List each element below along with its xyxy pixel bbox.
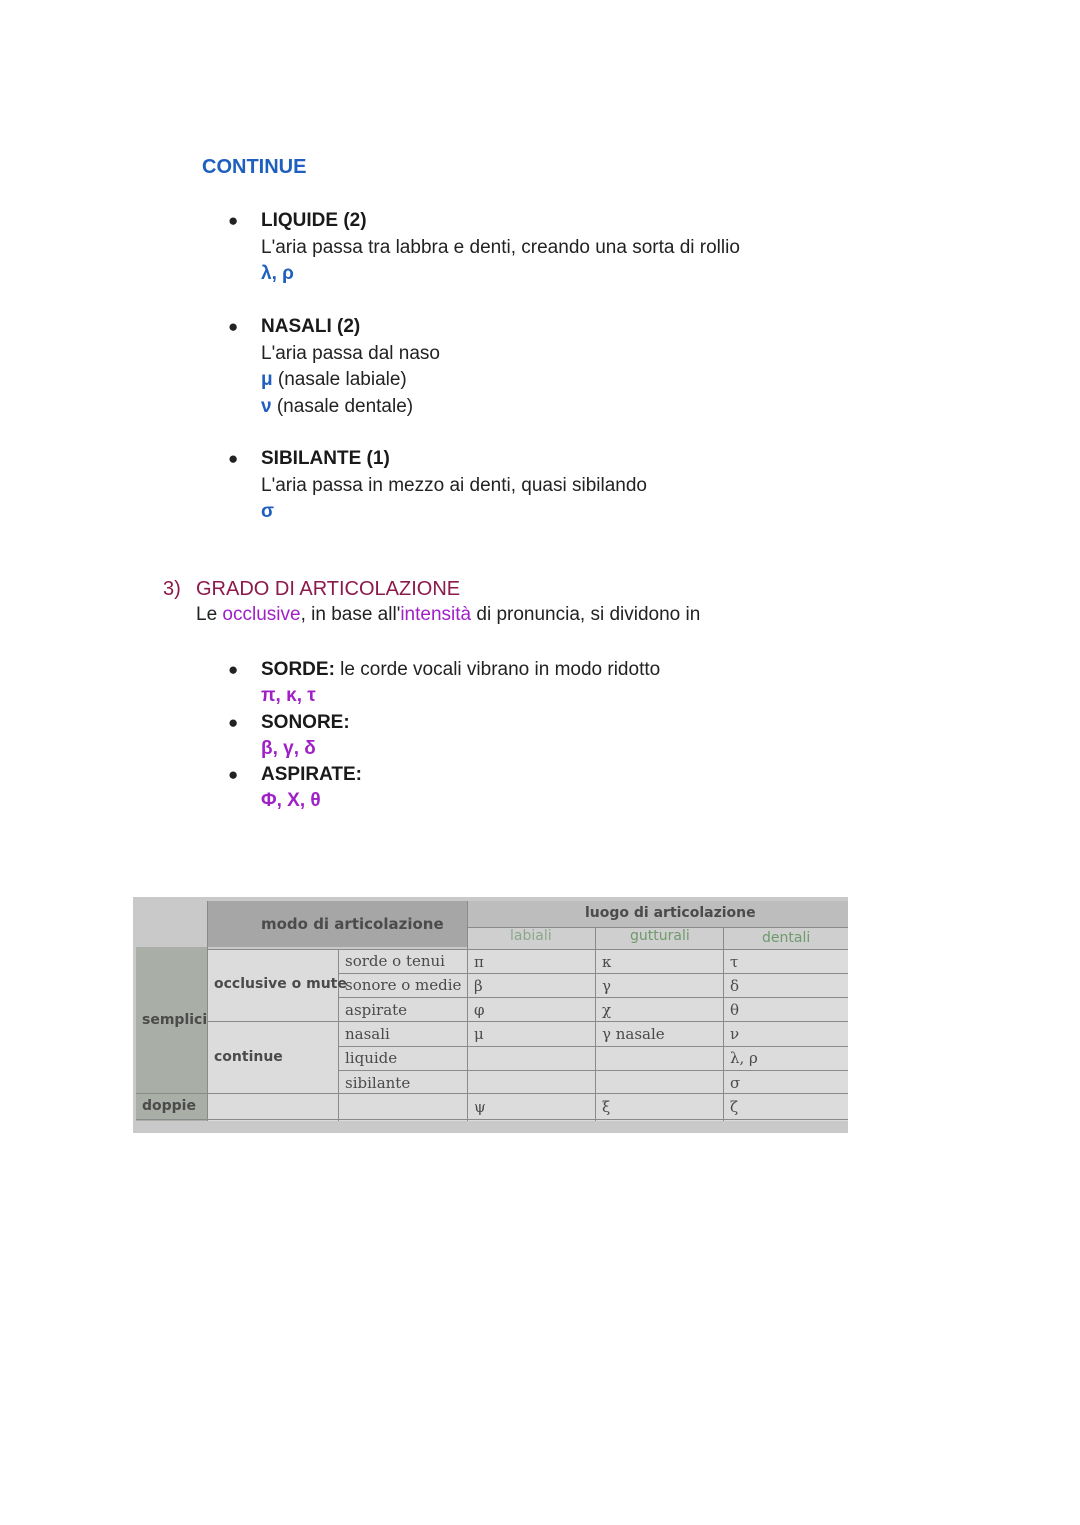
grid-line	[467, 901, 468, 1121]
grid-line	[207, 949, 848, 950]
grid-line	[338, 1046, 848, 1047]
intro-highlight: occlusive	[222, 604, 301, 625]
intro-text: di pronuncia, si dividono in	[471, 604, 701, 625]
item-title: SONORE:	[261, 711, 350, 733]
row-name: liquide	[345, 1049, 398, 1067]
header-labiali: labiali	[510, 928, 552, 944]
row-name: sonore o medie	[345, 976, 462, 994]
bullet-icon: ●	[228, 211, 239, 230]
grid-line	[207, 901, 208, 1121]
item-title: LIQUIDE (2)	[261, 210, 367, 231]
cell-dentali: θ	[730, 1001, 740, 1019]
bullet-icon: ●	[228, 449, 239, 468]
list-item-nasali	[228, 314, 440, 420]
item-desc: L'aria passa tra labbra e denti, creando una sorta di rollio	[261, 236, 740, 258]
cell-gutturali: χ	[602, 1001, 612, 1019]
label-continue: continue	[214, 1049, 283, 1065]
list-item-sorde	[228, 657, 660, 710]
section-3-intro	[196, 604, 700, 626]
cell-dentali: σ	[730, 1074, 741, 1092]
cell-labiali: ψ	[474, 1098, 486, 1116]
grid-line	[723, 927, 724, 1121]
header-modo: modo di articolazione	[261, 915, 444, 933]
cell-labiali: β	[474, 977, 483, 995]
grid-line	[338, 997, 848, 998]
cell-gutturali: γ nasale	[602, 1025, 665, 1043]
row-name: nasali	[345, 1025, 390, 1043]
bullet-icon: ●	[228, 765, 239, 785]
grado-list	[228, 657, 660, 815]
grid-line	[338, 973, 848, 974]
item-note: (nasale dentale)	[271, 395, 414, 417]
item-letters: Φ, Χ, θ	[261, 790, 321, 812]
section-3-heading	[163, 578, 460, 601]
list-item-sonore	[228, 710, 660, 763]
bullet-icon: ●	[228, 712, 239, 732]
item-title: ASPIRATE:	[261, 764, 362, 786]
item-desc: L'aria passa dal naso	[261, 342, 440, 364]
cell-gutturali: κ	[602, 953, 612, 971]
list-item-aspirate	[228, 762, 660, 815]
row-name: sibilante	[345, 1074, 411, 1092]
heading-continue: CONTINUE	[202, 156, 307, 178]
bullet-icon: ●	[228, 317, 239, 336]
table-body-bg	[207, 949, 848, 1121]
item-letters: π, κ, τ	[261, 685, 316, 707]
cell-gutturali: γ	[602, 977, 611, 995]
grid-line	[136, 1093, 848, 1094]
grid-line	[338, 1070, 848, 1071]
cell-dentali: λ, ρ	[730, 1049, 758, 1067]
row-name: sorde o tenui	[345, 952, 445, 970]
cell-dentali: ν	[730, 1025, 740, 1043]
grid-line	[338, 949, 339, 1121]
cell-labiali: φ	[474, 1001, 485, 1019]
item-note: (nasale labiale)	[272, 369, 407, 390]
grid-line	[136, 1119, 848, 1120]
item-letters: β, γ, δ	[261, 737, 316, 759]
intro-highlight: intensità	[400, 604, 472, 625]
cell-labiali: μ	[474, 1025, 484, 1043]
section-number: 3)	[163, 578, 181, 600]
item-title: NASALI (2)	[261, 316, 361, 337]
grid-line	[595, 927, 596, 1121]
cell-gutturali: ξ	[602, 1098, 611, 1116]
item-letters: σ	[261, 501, 274, 522]
label-doppie: doppie	[142, 1098, 196, 1114]
row-name: aspirate	[345, 1001, 408, 1019]
header-dentali: dentali	[762, 930, 811, 946]
label-occlusive: occlusive o mute	[214, 976, 347, 992]
grid-line	[207, 1021, 848, 1022]
cell-dentali: δ	[730, 977, 740, 995]
cell-dentali: τ	[730, 953, 739, 971]
item-title: SORDE:	[261, 659, 335, 680]
cell-dentali: ζ	[730, 1098, 739, 1116]
item-letter: μ	[261, 369, 273, 390]
label-semplici: semplici	[142, 1012, 208, 1028]
section-title: GRADO DI ARTICOLAZIONE	[196, 578, 461, 600]
item-sub-line	[261, 367, 440, 394]
cell-labiali: π	[474, 953, 484, 971]
item-letters: λ, ρ	[261, 263, 294, 284]
item-desc: L'aria passa in mezzo ai denti, quasi sibilando	[261, 474, 647, 496]
list-item-sibilante	[228, 446, 647, 526]
intro-text: Le	[196, 604, 223, 625]
header-luogo: luogo di articolazione	[585, 905, 756, 921]
item-sub-line	[261, 394, 440, 421]
item-title: SIBILANTE (1)	[261, 448, 390, 469]
bullet-icon: ●	[228, 660, 239, 679]
intro-text: , in base all'	[300, 604, 401, 625]
articulation-table	[133, 897, 848, 1133]
item-letter: ν	[261, 395, 272, 417]
list-item-liquide	[228, 208, 740, 288]
header-gutturali: gutturali	[630, 928, 690, 944]
item-desc: le corde vocali vibrano in modo ridotto	[334, 659, 661, 680]
